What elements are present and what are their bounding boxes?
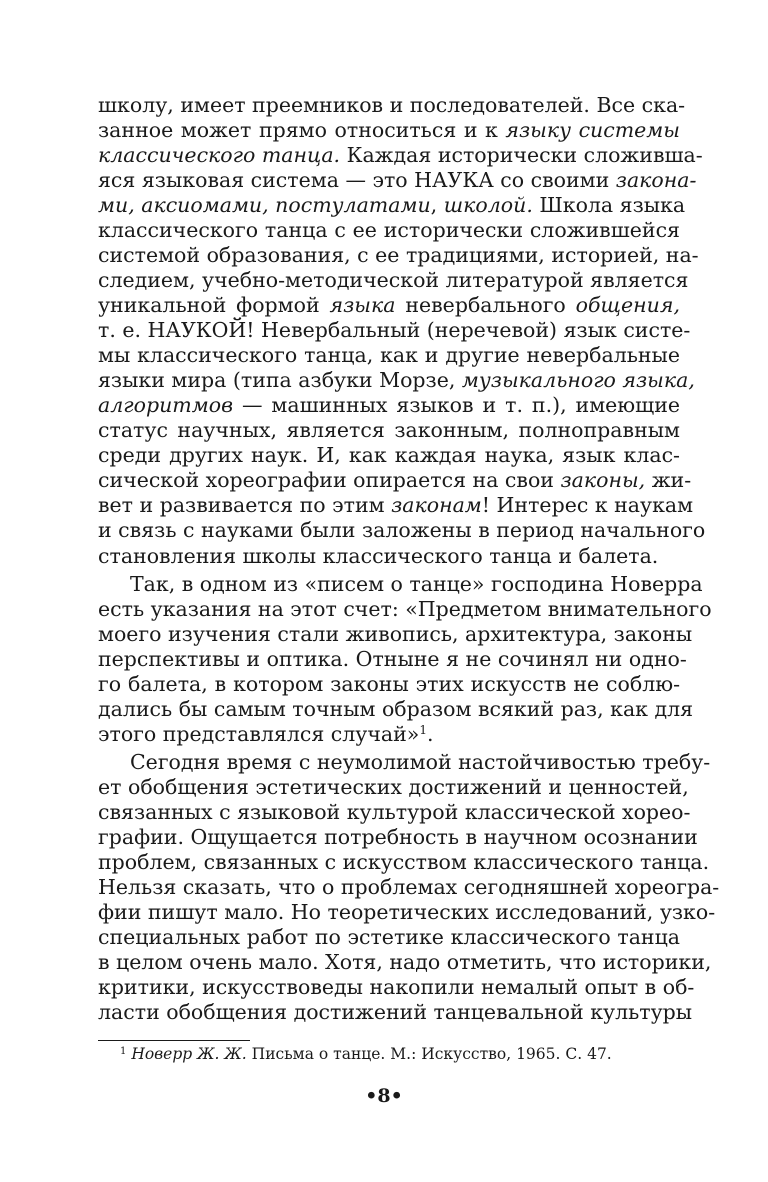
text-line: проблем, связанных с искусством классического танца.: [98, 850, 710, 874]
text-line: дались бы самым точным образом всякий раз, как для: [98, 697, 694, 721]
text-line: следием, учебно-методической литературой является: [98, 268, 689, 292]
footnote-text: Письма о танце. М.: Искусство, 1965. С. 47.: [246, 1045, 612, 1063]
text-line: фии пишут мало. Но теоретических исследований, узко-: [98, 900, 716, 924]
footnote: [120, 1044, 612, 1064]
text-line: становления школы классического танца и балета.: [98, 544, 659, 568]
text-line: связанных с языковой культурой классической хорео-: [98, 800, 691, 824]
text-line: вет и развивается по этим законам! Интерес к наукам: [98, 493, 694, 517]
footnote-author: Новерр Ж. Ж.: [131, 1045, 247, 1063]
text-line: ет обобщения эстетических достижений и ценностей,: [98, 775, 689, 799]
text-line: алгоритмов — машинных языков и т. п.), имеющие: [98, 393, 680, 417]
text-line: системой образования, с ее традициями, историей, на-: [98, 243, 699, 267]
footnote-ref: 1: [419, 723, 427, 737]
text-line: перспективы и оптика. Отныне я не сочинял ни одно-: [98, 647, 687, 671]
text-line: критики, искусствоведы накопили немалый опыт в об-: [98, 975, 695, 999]
text-line: есть указания на этот счет: «Предметом внимательного: [98, 597, 712, 621]
text-line: Нельзя сказать, что о проблемах сегодняшней хореогра-: [98, 875, 720, 899]
text-line: классического танца. Каждая исторически сложивша-: [98, 143, 703, 167]
text-line: занное может прямо относиться и к языку системы: [98, 118, 680, 142]
text-line: сической хореографии опирается на свои законы, жи-: [98, 468, 692, 492]
text-line: уникальной формой языка невербального общения,: [98, 293, 680, 317]
text-line: среди других наук. И, как каждая наука, язык клас-: [98, 443, 680, 467]
text-line: го балета, в котором законы этих искусств не соблю-: [98, 672, 680, 696]
text-line: яся языковая система — это НАУКА со своими закона-: [98, 168, 697, 192]
text-line: т. е. НАУКОЙ! Невербальный (неречевой) язык систе-: [98, 318, 691, 342]
text-line: ласти обобщения достижений танцевальной культуры: [98, 1000, 693, 1024]
text-line: специальных работ по эстетике классического танца: [98, 925, 680, 949]
text-line: статус научных, является законным, полноправным: [98, 418, 680, 442]
footnote-marker: 1: [120, 1046, 127, 1057]
text-line: моего изучения стали живопись, архитектура, законы: [98, 622, 693, 646]
footnote-divider: [98, 1040, 250, 1041]
text-line: ми, аксиомами, постулатами, школой. Школа языка: [98, 193, 686, 217]
text-line: этого представлялся случай»$^1$.: [98, 722, 434, 746]
text-line: мы классического танца, как и другие невербальные: [98, 343, 680, 367]
text-line: графии. Ощущается потребность в научном осознании: [98, 825, 698, 849]
page-number: •8•: [365, 1085, 403, 1107]
text-line: Сегодня время с неумолимой настойчивостью требу-: [130, 750, 711, 774]
text-line: классического танца с ее исторически сложившейся: [98, 218, 680, 242]
text-line: языки мира (типа азбуки Морзе, музыкального языка,: [98, 368, 695, 392]
text-line: школу, имеет преемников и последователей. Все ска-: [98, 93, 686, 117]
text-line: Так, в одном из «писем о танце» господина Новерра: [130, 572, 703, 596]
text-line: и связь с науками были заложены в период начального: [98, 518, 706, 542]
text-line: в целом очень мало. Хотя, надо отметить, что историки,: [98, 950, 712, 974]
